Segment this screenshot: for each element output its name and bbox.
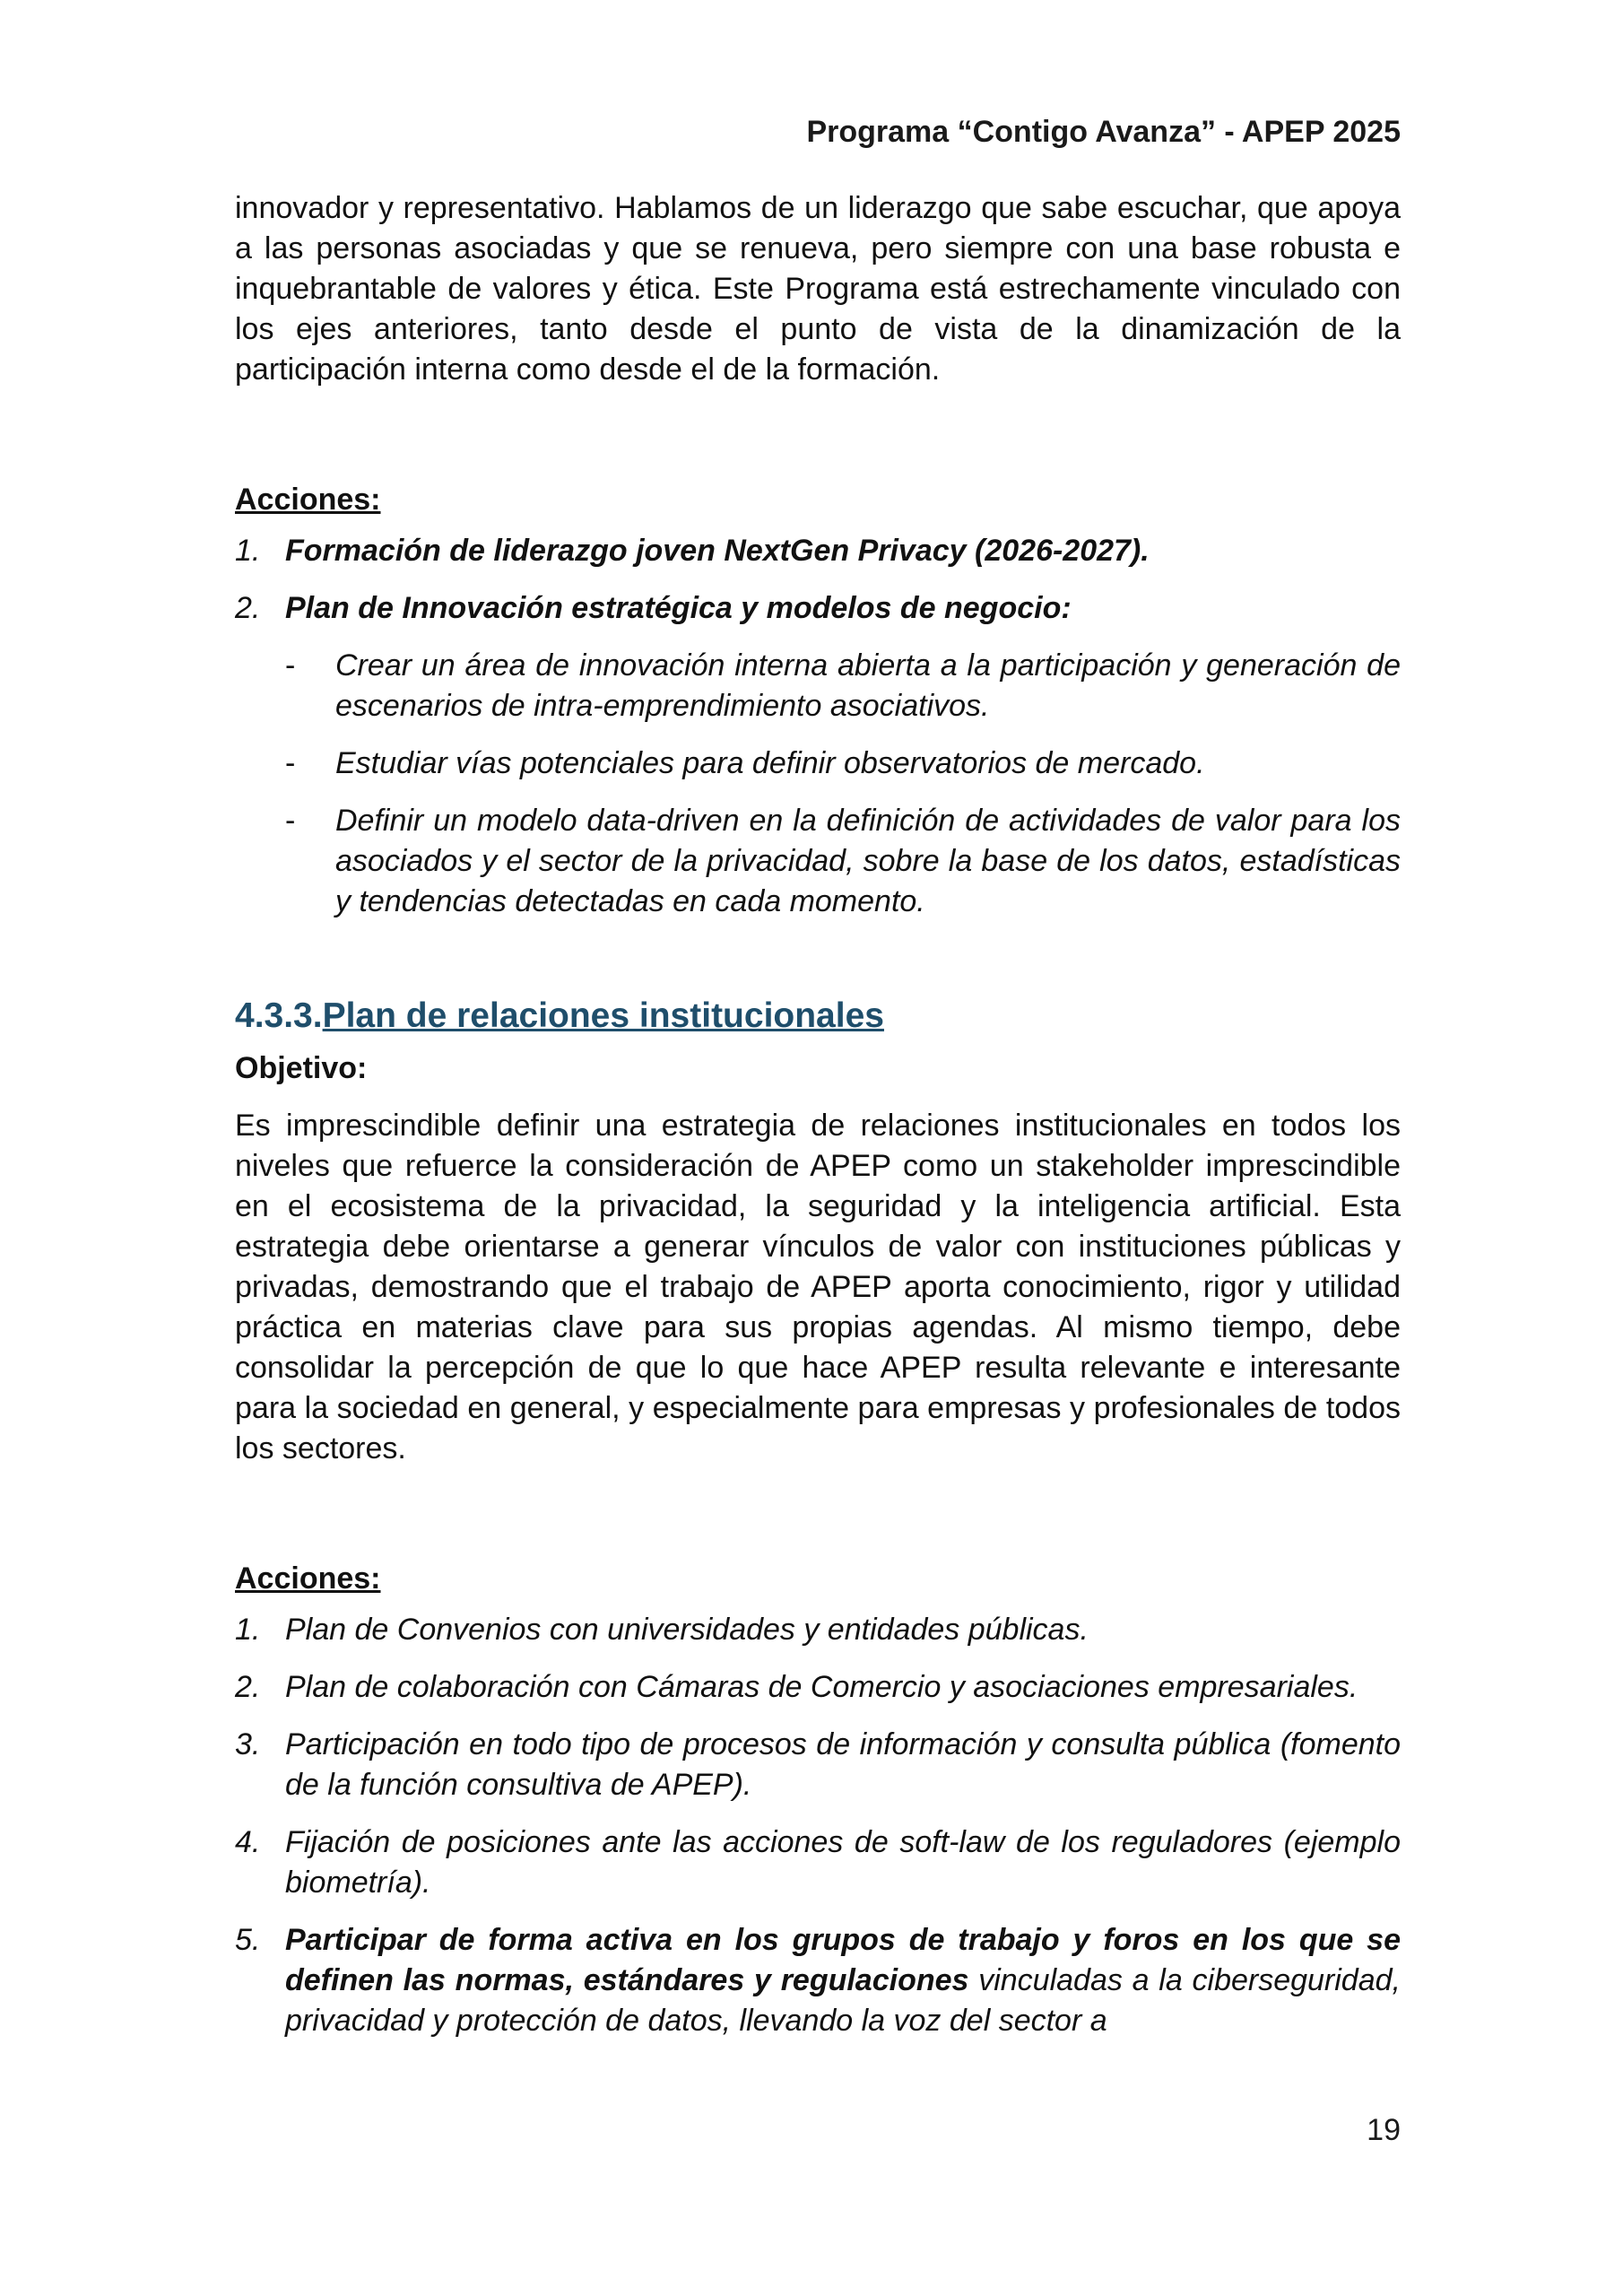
list-item-text: Plan de Innovación estratégica y modelos de negocio: (285, 591, 1072, 625)
list-item-number: 1. (235, 534, 261, 568)
sub-list-item-text: Estudiar vías potenciales para definir observatorios de mercado. (335, 746, 1205, 780)
list-item (235, 531, 1401, 571)
sub-list-item-text: Crear un área de innovación interna abierta a la participación y generación de escenarios de intra-emprendimiento asociativos. (335, 648, 1401, 723)
intro-paragraph: innovador y representativo. Hablamos de un liderazgo que sabe escuchar, que apoya a las personas asociadas y que se renueva, pero siempre con una base robusta e inquebrantable de valores y ética. Este Programa está estrechamente vinculado con los ejes anteriores, tanto desde el punto de vista de la dinamización de la participación interna como desde el de la formación. (235, 191, 1401, 387)
list-item (235, 1610, 1401, 1650)
actions-label-2: Acciones: (235, 1561, 381, 1596)
sub-list-item (285, 801, 1401, 922)
actions-list-1 (235, 531, 1401, 922)
page-content (235, 188, 1401, 2058)
dash-bullet: - (285, 648, 296, 683)
section-number: 4.3.3. (235, 996, 323, 1035)
list-item (235, 1725, 1401, 1805)
sub-list-item (285, 744, 1401, 784)
list-item-text: Fijación de posiciones ante las acciones de soft-law de los reguladores (ejemplo biometría). (285, 1825, 1401, 1900)
sub-list (285, 646, 1401, 922)
objective-label: Objetivo: (235, 1051, 368, 1085)
list-item-number: 3. (235, 1727, 261, 1761)
list-item-text-rest: vinculadas a la ciberseguridad, privacidad y protección de datos, llevando la voz del sector a (285, 1963, 1401, 2038)
list-item-text: Formación de liderazgo joven NextGen Privacy (2026-2027). (285, 534, 1150, 568)
sub-list-item (285, 646, 1401, 726)
list-item-number: 1. (235, 1613, 261, 1647)
section-title: Plan de relaciones institucionales (322, 996, 884, 1035)
actions-list-2 (235, 1610, 1401, 2041)
sub-list-item-text: Definir un modelo data-driven en la definición de actividades de valor para los asociados y el sector de la privacidad, sobre la base de los datos, estadísticas y tendencias detectadas en cada momento. (335, 804, 1401, 918)
page-number: 19 (1367, 2113, 1401, 2147)
list-item (235, 588, 1401, 922)
list-item-text: Plan de Convenios con universidades y entidades públicas. (285, 1613, 1089, 1647)
list-item (235, 1667, 1401, 1708)
objective-paragraph: Es imprescindible definir una estrategia de relaciones institucionales en todos los niveles que refuerce la consideración de APEP como un stakeholder imprescindible en el ecosistema de la privacidad, la seguridad y la inteligencia artificial. Esta estrategia debe orientarse a generar vínculos de valor con instituciones públicas y privadas, demostrando que el trabajo de APEP aporta conocimiento, rigor y utilidad práctica en materias clave para sus propias agendas. Al mismo tiempo, debe consolidar la percepción de que lo que hace APEP resulta relevante e interesante para la sociedad en general, y especialmente para empresas y profesionales de todos los sectores. (235, 1109, 1401, 1465)
section-heading (235, 993, 1401, 1039)
list-item-number: 2. (235, 591, 261, 625)
list-item-number: 5. (235, 1923, 261, 1957)
actions-label-1: Acciones: (235, 483, 381, 517)
running-header: Programa “Contigo Avanza” - APEP 2025 (806, 115, 1401, 149)
list-item-text-bold: Participar de forma activa en los grupos de trabajo y foros en los que se definen las normas, estándares y regulaciones (285, 1923, 1401, 1997)
list-item (235, 1822, 1401, 1903)
list-item (235, 1920, 1401, 2041)
list-item-text: Plan de colaboración con Cámaras de Comercio y asociaciones empresariales. (285, 1670, 1358, 1704)
list-item-number: 4. (235, 1825, 261, 1859)
list-item-text: Participación en todo tipo de procesos de información y consulta pública (fomento de la función consultiva de APEP). (285, 1727, 1401, 1802)
list-item-number: 2. (235, 1670, 261, 1704)
dash-bullet: - (285, 746, 296, 780)
dash-bullet: - (285, 804, 296, 838)
